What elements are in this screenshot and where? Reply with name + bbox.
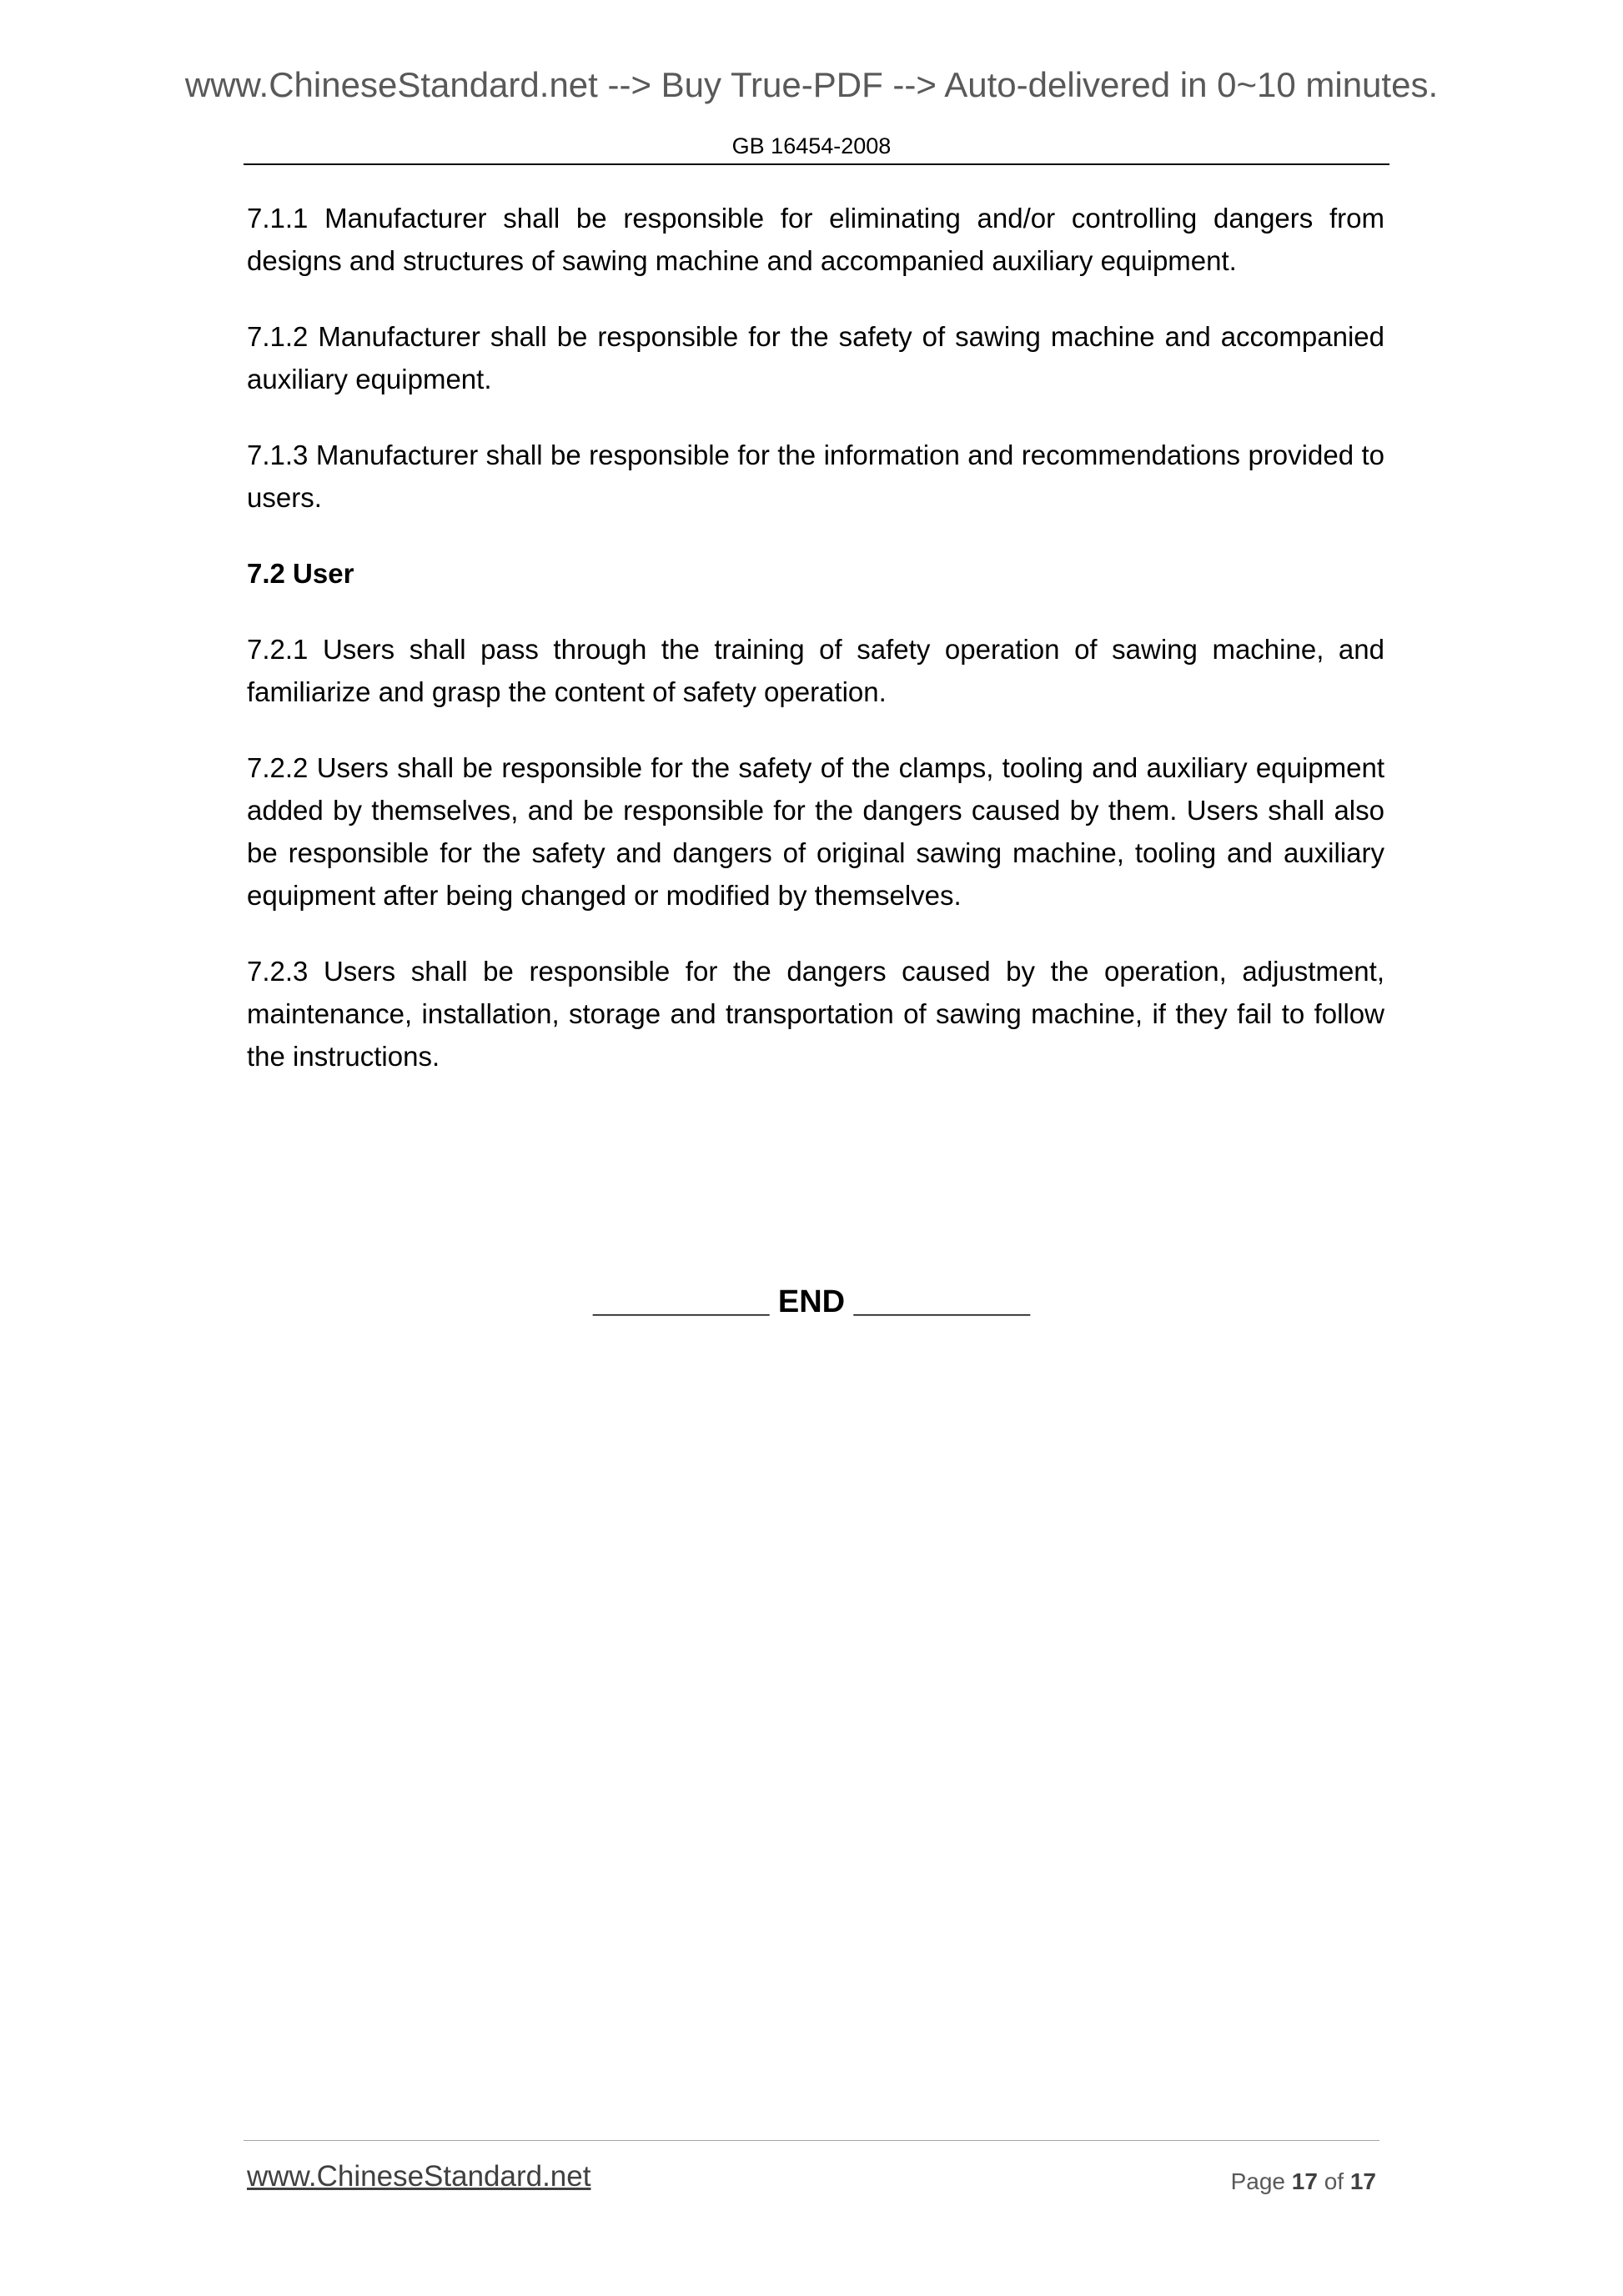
clause-7-1-2: 7.1.2 Manufacturer shall be responsible for the safety of sawing machine and accompanied auxiliary equipment. [247,321,1384,394]
page-indicator [1231,2168,1376,2195]
document-body [247,197,1384,1111]
footer-divider [244,2140,1379,2141]
clause-7-1-1: 7.1.1 Manufacturer shall be responsible for eliminating and/or controlling dangers from designs and structures of sawing machine and accompanied auxiliary equipment. [247,203,1384,276]
end-marker: __________ END __________ [592,1284,1031,1319]
header-divider [244,163,1389,165]
clause-7-2-1: 7.2.1 Users shall pass through the training of safety operation of sawing machine, and familiarize and grasp the content of safety operation. [247,634,1384,707]
footer-site-link[interactable]: www.ChineseStandard.net [247,2160,591,2193]
standard-code: GB 16454-2008 [731,133,892,158]
page-of-label: of [1324,2168,1344,2194]
page-current: 17 [1291,2168,1318,2194]
page-label: Page [1230,2168,1285,2194]
site-banner: www.ChineseStandard.net --> Buy True-PDF --> Auto-delivered in 0~10 minutes. [184,65,1439,104]
clause-7-1-3: 7.1.3 Manufacturer shall be responsible for the information and recommendations provided to users. [247,440,1384,513]
section-heading-7-2: 7.2 User [247,558,354,589]
clause-7-2-2: 7.2.2 Users shall be responsible for the safety of the clamps, tooling and auxiliary equipment added by themselves, and be responsible for the dangers caused by them. Users shall also be responsible for the safety and dangers of original sawing machine, tooling and auxiliary equipment after being changed or modified by themselves. [247,752,1384,911]
page-total: 17 [1349,2168,1376,2194]
clause-7-2-3: 7.2.3 Users shall be responsible for the dangers caused by the operation, adjustment, maintenance, installation, storage and transportation of sawing machine, if they fail to follow the instructions. [247,956,1384,1072]
